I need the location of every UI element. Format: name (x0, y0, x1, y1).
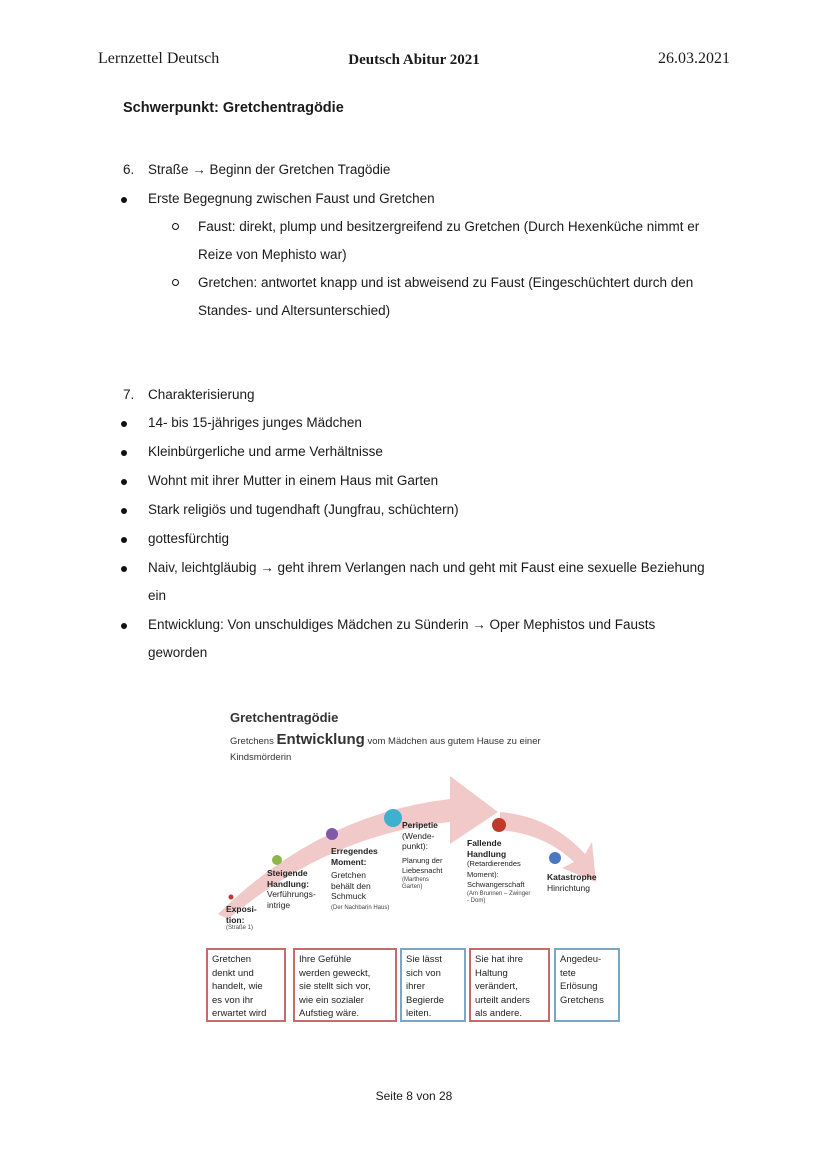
bullet-icon (121, 537, 127, 543)
section7-bullet-3: Wohnt mit ihrer Mutter in einem Haus mit Garten (148, 473, 439, 488)
description-box-4: Sie hat ihre Haltung verändert, urteilt anders als andere. (469, 948, 550, 1022)
dot-peripetie (384, 809, 402, 827)
bullet-icon (121, 508, 127, 514)
stage-peripetie: Peripetie (Wende- punkt): Planung der Liebesnacht (Marthens Garten) (402, 820, 443, 890)
bullet-icon (121, 450, 127, 456)
section6-sub2-line2: Standes- und Altersunterschied) (198, 303, 391, 318)
header-center: Deutsch Abitur 2021 (348, 52, 480, 68)
section7-bullet-2: Kleinbürgerliche und arme Verhältnisse (148, 444, 383, 459)
page-number: Seite 8 von 28 (375, 1089, 453, 1103)
dot-katastrophe (549, 852, 561, 864)
gretchen-diagram (200, 704, 630, 1034)
stage-erregendes: Erregendes Moment: Gretchen behält den Schmuck (Der Nachbarin Haus) (331, 846, 390, 911)
section7-bullet-6-line2: ein (148, 588, 167, 603)
bullet-icon (121, 566, 127, 572)
circle-bullet-icon (172, 279, 179, 286)
section7-bullet-7-line1: Entwicklung: Von unschuldiges Mädchen zu Sünderin → Oper Mephistos und Fausts (148, 617, 656, 632)
diagram-subtitle: Gretchens Entwicklung vom Mädchen aus gutem Hause zu einer Kindsmörderin (230, 731, 541, 763)
section6-bullet: Erste Begegnung zwischen Faust und Gretchen (148, 191, 435, 206)
section6-sub1-line1: Faust: direkt, plump und besitzergreifend zu Gretchen (Durch Hexenküche nimmt er (198, 219, 700, 234)
section6-sub1-line2: Reize von Mephisto war) (198, 247, 347, 262)
section7-heading: Charakterisierung (148, 387, 255, 402)
header-date: 26.03.2021 (658, 50, 730, 67)
section6-heading: Straße → Beginn der Gretchen Tragödie (148, 162, 391, 177)
section7-bullet-7-line2: geworden (148, 645, 208, 660)
circle-bullet-icon (172, 223, 179, 230)
description-box-3: Sie lässt sich von ihrer Begierde leiten. (400, 948, 466, 1022)
section6-sub2-line1: Gretchen: antwortet knapp und ist abweisend zu Faust (Eingeschüchtert durch den (198, 275, 694, 290)
dot-erregendes (326, 828, 338, 840)
stage-katastrophe: Katastrophe Hinrichtung (547, 872, 597, 893)
page-title: Schwerpunkt: Gretchentragödie (123, 100, 344, 116)
section7-bullet-1: 14- bis 15-jähriges junges Mädchen (148, 415, 362, 430)
diagram-title: Gretchentragödie (230, 710, 339, 725)
dot-fallende (492, 818, 506, 832)
bullet-icon (121, 197, 127, 203)
section7-number: 7. (123, 387, 135, 402)
section7-bullet-5: gottesfürchtig (148, 531, 230, 546)
bullet-icon (121, 623, 127, 629)
stage-fallende: Fallende Handlung (Retardierendes Moment): Schwangerschaft (Am Brunnen – Zwinger - Dom) (467, 838, 531, 904)
stage-steigende: Steigende Handlung: Verführungs- intrige (267, 868, 316, 910)
section7-bullet-4: Stark religiös und tugendhaft (Jungfrau, schüchtern) (148, 502, 459, 517)
bullet-icon (121, 479, 127, 485)
dot-exposition (229, 895, 234, 900)
header-left: Lernzettel Deutsch (98, 50, 220, 67)
dot-steigende (272, 855, 282, 865)
bullet-icon (121, 421, 127, 427)
stage-exposition: Exposi- tion: (Straße 1) (226, 904, 257, 931)
description-box-1: Gretchen denkt und handelt, wie es von ihr erwartet wird (206, 948, 286, 1022)
description-box-2: Ihre Gefühle werden geweckt, sie stellt sich vor, wie ein sozialer Aufstieg wäre. (293, 948, 397, 1022)
description-box-5: Angedeu- tete Erlösung Gretchens (554, 948, 620, 1022)
section6-number: 6. (123, 162, 135, 177)
section7-bullet-6-line1: Naiv, leichtgläubig → geht ihrem Verlangen nach und geht mit Faust eine sexuelle Beziehung (148, 560, 705, 575)
